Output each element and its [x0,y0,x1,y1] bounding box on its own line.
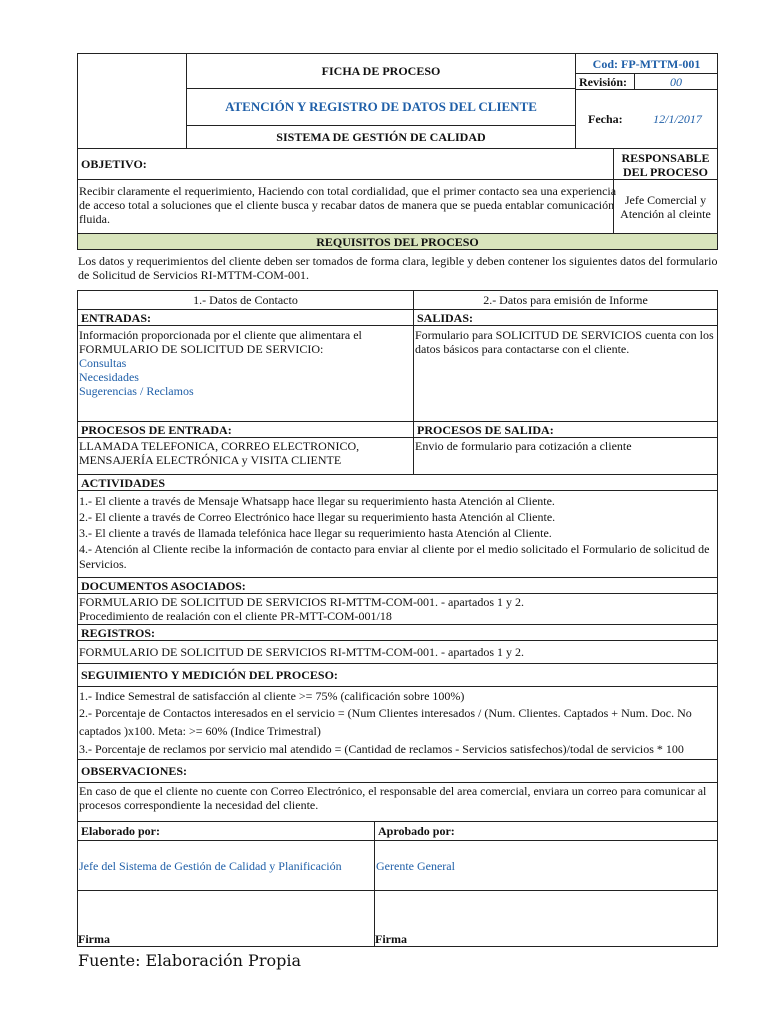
document-title: FICHA DE PROCESO [186,53,576,89]
input-processes-label: PROCESOS DE ENTRADA: [77,421,414,438]
date-label: Fecha: [575,89,718,149]
monitoring-line: 1.- Indice Semestral de satisfacción al cliente >= 75% (calificación sobre 100%) [79,689,465,703]
inputs-line: FORMULARIO DE SOLICITUD DE SERVICIO: [79,342,324,356]
prepared-by-label: Elaborado por: [77,821,375,841]
observations-line: En caso de que el cliente no cuente con Correo Electrónico, el responsable del area comercial, enviara un correo para comunicar al [79,784,707,798]
revision-label: Revisión: [575,73,635,90]
activity-item: 2.- El cliente a través de Correo Electrónico hace llegar su requerimiento hasta Atención al Cliente. [79,510,556,524]
responsible-value [613,179,718,234]
inputs-line: Información proporcionada por el cliente que alimentara el [79,328,362,342]
records-content: FORMULARIO DE SOLICITUD DE SERVICIOS RI-MTTM-COM-001. - apartados 1 y 2. [77,640,718,664]
objective-line: fluida. [79,212,110,226]
responsible-label-line: DEL PROCESO [622,165,709,179]
observations-label: OBSERVACIONES: [77,759,718,783]
monitoring-line: 2.- Porcentaje de Contactos interesados en el servicio = (Num Clientes interesados / (Num. Clientes. Captados + Num. Doc. No [79,706,692,720]
outputs-line: Formulario para SOLICITUD DE SERVICIOS cuenta con los [415,328,714,342]
system-name: SISTEMA DE GESTIÓN DE CALIDAD [186,125,576,149]
output-processes-label: PROCESOS DE SALIDA: [413,421,718,438]
responsible-value-line: Jefe Comercial y [624,193,707,207]
requirements-title: REQUISITOS DEL PROCESO [77,233,718,250]
monitoring-content [77,686,718,760]
output-process-line: Envio de formulario para cotización a cliente [415,439,632,453]
approved-signature-box [374,890,718,947]
activity-item: 4.- Atención al Cliente recibe la información de contacto para enviar al cliente por el medio solicitado el Formulario de solicitud de [79,542,710,556]
requirements-text [78,254,718,286]
approved-signature-label: Firma [375,932,407,946]
objective-line: de acceso total a soluciones que el cliente busca y recabar datos de manera que se pueda entablar comunicación [79,198,615,212]
prepared-signature-box [77,890,375,947]
input-process-line: LLAMADA TELEFONICA, CORREO ELECTRONICO, [79,439,360,453]
process-name: ATENCIÓN Y REGISTRO DE DATOS DEL CLIENTE [186,88,576,126]
contact-data-header: 1.- Datos de Contacto [77,290,414,310]
requirements-line: de Solicitud de Servicios RI-MTTM-COM-001. [78,268,309,282]
associated-docs-content [77,593,718,625]
output-processes-content [413,437,718,475]
header-logo-cell [77,53,187,149]
report-data-header: 2.- Datos para emisión de Informe [413,290,718,310]
objective-line: Recibir claramente el requerimiento, Haciendo con total cordialidad, que el primer contacto sea una experiencia [79,184,617,198]
inputs-item: Consultas [79,356,127,370]
input-processes-content [77,437,414,475]
approved-by-value: Gerente General [374,840,718,891]
responsible-value-line: Atención al cleinte [620,207,711,221]
inputs-item: Sugerencias / Reclamos [79,384,194,398]
inputs-content [77,325,414,422]
document-code: Cod: FP-MTTM-001 [575,53,718,74]
associated-doc-line: Procedimiento de realación con el cliente PR-MTT-COM-001/18 [79,609,392,623]
activities-content [77,490,718,578]
responsible-label [613,148,718,180]
observations-content [77,782,718,822]
activity-item: 3.- El cliente a través de llamada telefónica hace llegar su requerimiento hasta Atención al Cliente. [79,526,552,540]
associated-docs-label: DOCUMENTOS ASOCIADOS: [77,577,718,594]
prepared-signature-label: Firma [78,932,110,946]
inputs-item: Necesidades [79,370,139,384]
prepared-by-value: Jefe del Sistema de Gestión de Calidad y Planificación [77,840,375,891]
activity-item: 1.- El cliente a través de Mensaje Whatsapp hace llegar su requerimiento hasta Atención al Cliente. [79,494,555,508]
outputs-line: datos básicos para contactarse con el cliente. [415,342,630,356]
associated-doc-line: FORMULARIO DE SOLICITUD DE SERVICIOS RI-MTTM-COM-001. - apartados 1 y 2. [79,595,525,609]
source-caption: Fuente: Elaboración Propia [78,951,301,970]
monitoring-line: 3.- Porcentaje de reclamos por servicio mal atendido = (Cantidad de reclamos - Servicios satisfechos)/todal de servicios * 100 [79,742,684,756]
input-process-line: MENSAJERÍA ELECTRÓNICA y VISITA CLIENTE [79,453,342,467]
activities-label: ACTIVIDADES [77,474,718,491]
approved-by-label: Aprobado por: [374,821,718,841]
objective-label: OBJETIVO: [77,148,614,180]
objective-text [77,179,617,234]
records-label: REGISTROS: [77,624,718,641]
monitoring-line: captados )x100. Meta: >= 60% (Indice Trimestral) [79,724,321,738]
responsible-label-line: RESPONSABLE [621,151,710,165]
requirements-line: Los datos y requerimientos del cliente deben ser tomados de forma clara, legible y deben contener los siguientes datos del formulario [78,254,718,268]
activity-item: Servicios. [79,557,127,571]
observations-line: procesos correspondiente la necesidad del cliente. [79,798,319,812]
outputs-content [413,325,718,422]
date-value: 12/1/2017 [653,112,702,126]
monitoring-label: SEGUIMIENTO Y MEDICIÓN DEL PROCESO: [77,663,718,687]
outputs-label: SALIDAS: [413,309,718,326]
inputs-label: ENTRADAS: [77,309,414,326]
revision-value: 00 [634,73,718,90]
